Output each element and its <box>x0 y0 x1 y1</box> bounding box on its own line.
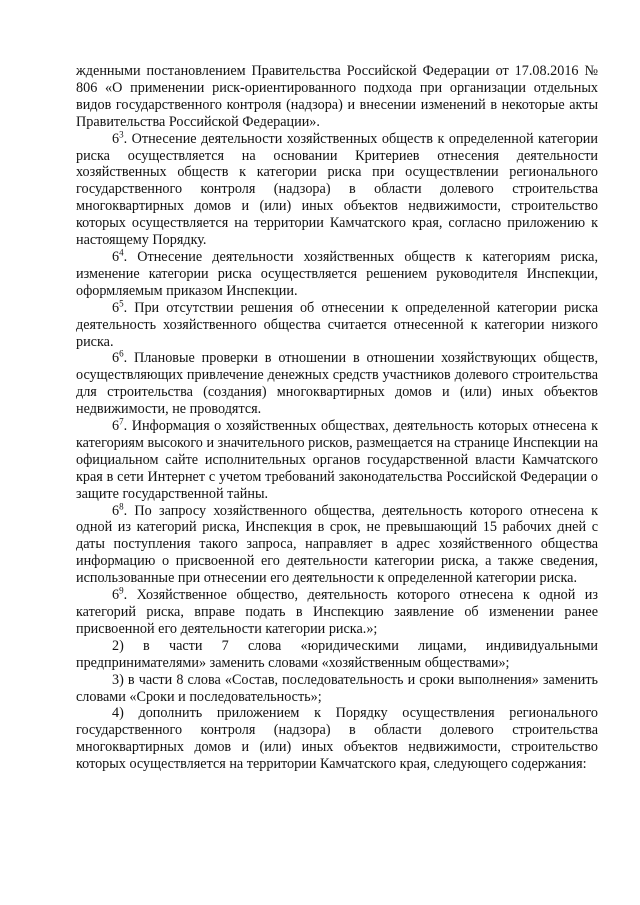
item-number: 6 <box>112 350 120 367</box>
item-superscript: 4 <box>119 247 124 258</box>
item-number: 6 <box>112 248 120 265</box>
item-number: 6 <box>112 130 120 147</box>
paragraph-p10 <box>76 705 598 773</box>
paragraph-p2 <box>76 249 598 300</box>
paragraph-text: 2) в части 7 слова «юридическими лицами, индивидуальными предпринимателями» заменить словами «хозяйственным обществами»; <box>76 637 598 671</box>
paragraph-p3 <box>76 297 598 351</box>
paragraph-p6 <box>76 500 598 588</box>
item-number: 6 <box>112 587 120 604</box>
item-superscript: 6 <box>119 348 124 359</box>
paragraph-text: . При отсутствии решения об отнесении к определенной категории риска деятельность хозяйственного общества считается отнесенной к категории низкого риска. <box>76 299 598 350</box>
item-number: 6 <box>112 502 120 519</box>
paragraph-text: . Хозяйственное общество, деятельность которого отнесена к одной из категорий риска, вправе подать в Инспекцию заявление об изменении ранее присвоенной его деятельности категории риска.»; <box>76 587 598 637</box>
paragraph-text: 3) в части 8 слова «Состав, последовательность и сроки выполнения» заменить словами «Сроки и последовательность»; <box>76 671 598 705</box>
paragraph-p9 <box>76 672 598 706</box>
paragraph-p5 <box>76 418 598 503</box>
paragraph-p0 <box>76 63 598 131</box>
paragraph-text: . Отнесение деятельности хозяйственных обществ к категориям риска, изменение категории риска осуществляется решением руководителя Инспекции, оформляемым приказом Инспекции. <box>76 248 598 299</box>
item-superscript: 3 <box>119 128 124 139</box>
paragraph-p7 <box>76 587 598 638</box>
paragraph-p8 <box>76 638 598 672</box>
item-superscript: 7 <box>119 416 124 427</box>
paragraph-p1 <box>76 128 598 249</box>
item-superscript: 8 <box>119 500 124 511</box>
paragraph-text: . Плановые проверки в отношении в отношении хозяйствующих обществ, осуществляющих привлечение денежных средств участников долевого строительства для строительства (создания) многоквартирных домов и (или) иных объектов недвижимости, не проводятся. <box>76 350 598 418</box>
paragraph-p4 <box>76 350 598 418</box>
paragraph-text: . По запросу хозяйственного общества, деятельность которого отнесена к одной из категорий риска, Инспекция в срок, не превышающий 15 рабочих дней с даты поступления такого запроса, направляет в адрес хозяйственного общества информацию о присвоенной его деятельности категории риска, а также сведения, использованные при отнесении его деятельности к определенной категории риска. <box>76 502 598 587</box>
document-page <box>76 63 598 773</box>
item-superscript: 5 <box>119 297 124 308</box>
item-superscript: 9 <box>119 585 124 596</box>
paragraph-text: . Отнесение деятельности хозяйственных обществ к определенной категории риска осуществляется на основании Критериев отнесения деятельности хозяйственных обществ к категории риска при осуществлении регионального государственного контроля (надзора) в области долевого строительства многоквартирных домов и (или) иных объектов недвижимости, строительство которых осуществляется на территории Камчатского края, согласно приложению к настоящему Порядку. <box>76 130 598 249</box>
paragraph-text: 4) дополнить приложением к Порядку осуществления регионального государственного контроля (надзора) в области долевого строительства многоквартирных домов и (или) иных объектов недвижимости, строительство которых осуществляется на территории Камчатского края, следующего содержания: <box>76 705 598 773</box>
paragraph-text: . Информация о хозяйственных обществах, деятельность которых отнесена к категориям высокого и значительного рисков, размещается на странице Инспекции на официальном сайте исполнительных органов государственной власти Камчатского края в сети Интернет с учетом требований законодательства Российской Федерации о защите государственной тайны. <box>76 418 598 502</box>
paragraph-text: жденными постановлением Правительства Российской Федерации от 17.08.2016 № 806 «О применении риск-ориентированного подхода при организации отдельных видов государственного контроля (надзора) и внесении изменений в некоторые акты Правительства Российской Федерации». <box>76 63 598 130</box>
item-number: 6 <box>112 299 120 316</box>
item-number: 6 <box>112 418 120 435</box>
